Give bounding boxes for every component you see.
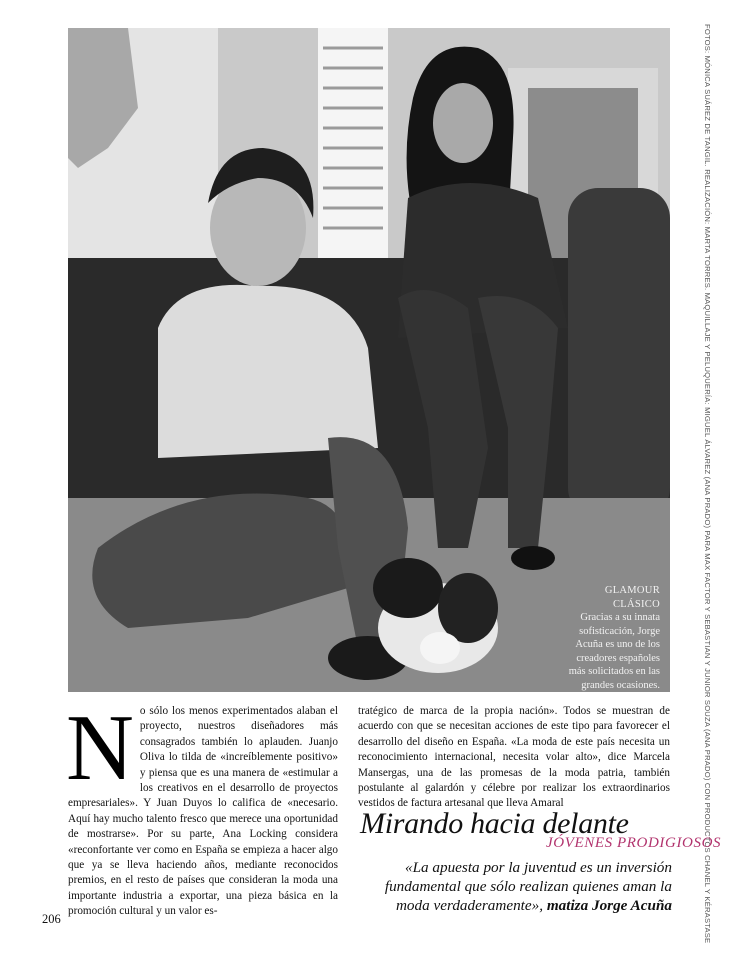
article-text-col1: o sólo los menos experimentados alaban el proyecto, nuestros diseñadores más consagrados también lo aplauden. Juanjo Oliva lo tilda de «increíblemente positivo» y piensa que es una manera de «estimular a los creativos en el desarrollo de proyectos empresariales». Y Juan Duyos lo califica de «necesario. Aquí hay mucho talento fresco que merece una oportunidad de mostrarse». Por su parte, Ana Locking considera «reconfortante ver como en España se empieza a hacer algo que ya se lleva haciendo años, mediante reconocidos premios, en el resto de países que consideran la moda una importante industria a exportar, una pieza básica en la promoción cultural y un valor es- (68, 705, 338, 918)
article-column-1 (66, 696, 338, 920)
pull-quote-text: «La apuesta por la juventud es un inversión fundamental que sólo realizan quienes aman la moda verdaderamente», (384, 859, 672, 914)
article-text-col2: tratégico de marca de la propia nación». Todos se muestran de acuerdo con que se necesitan acciones de este tipo para favorecer el desarrollo del diseño en España. «La moda de este país necesita un reconocimiento internacional, necesita volar alto», dice Marcela Mansergas, una de las promesas de la moda patria, también postulante al galardón y célebre por realizar los extraordinarios vestidos de factura artesanal que lleva Amaral (358, 705, 670, 810)
caption-line: grandes ocasiones. (581, 679, 660, 691)
drop-cap: N (66, 696, 134, 800)
editorial-photo (68, 28, 670, 692)
caption-title-line2: CLÁSICO (612, 598, 660, 610)
caption-line: más solicitados en las (568, 666, 660, 677)
pull-quote-attribution: matiza Jorge Acuña (546, 897, 672, 914)
caption-line: sofisticación, Jorge (579, 625, 660, 637)
article-column-2 (358, 704, 670, 812)
caption-title-line1: GLAMOUR (604, 585, 660, 596)
page-number: 206 (42, 912, 61, 926)
caption-line: creadores españoles (576, 652, 660, 664)
section-kicker: JÓVENES PRODIGIOSOS (546, 835, 722, 851)
photo-caption (550, 584, 660, 692)
caption-line: Acuña es uno de los (575, 639, 660, 650)
caption-line: Gracias a su innata (580, 612, 660, 623)
credits-text: FOTOS: MÓNICA SUÁREZ DE TANGIL. REALIZACIÓN: MARTA TORRES. MAQUILLAJE Y PELUQUERÍA: MIGUEL ÁLVAREZ (ANA PRADO) PARA MAX FACTOR Y SEBASTIAN Y JUNIOR SOUZA (ANA PRADO) CON PRODUCTOS CHANEL Y KÉRASTASE (703, 24, 712, 944)
section-headline: Mirando hacia delante (360, 807, 629, 840)
photo-credits (700, 24, 714, 944)
pull-quote (352, 858, 672, 915)
